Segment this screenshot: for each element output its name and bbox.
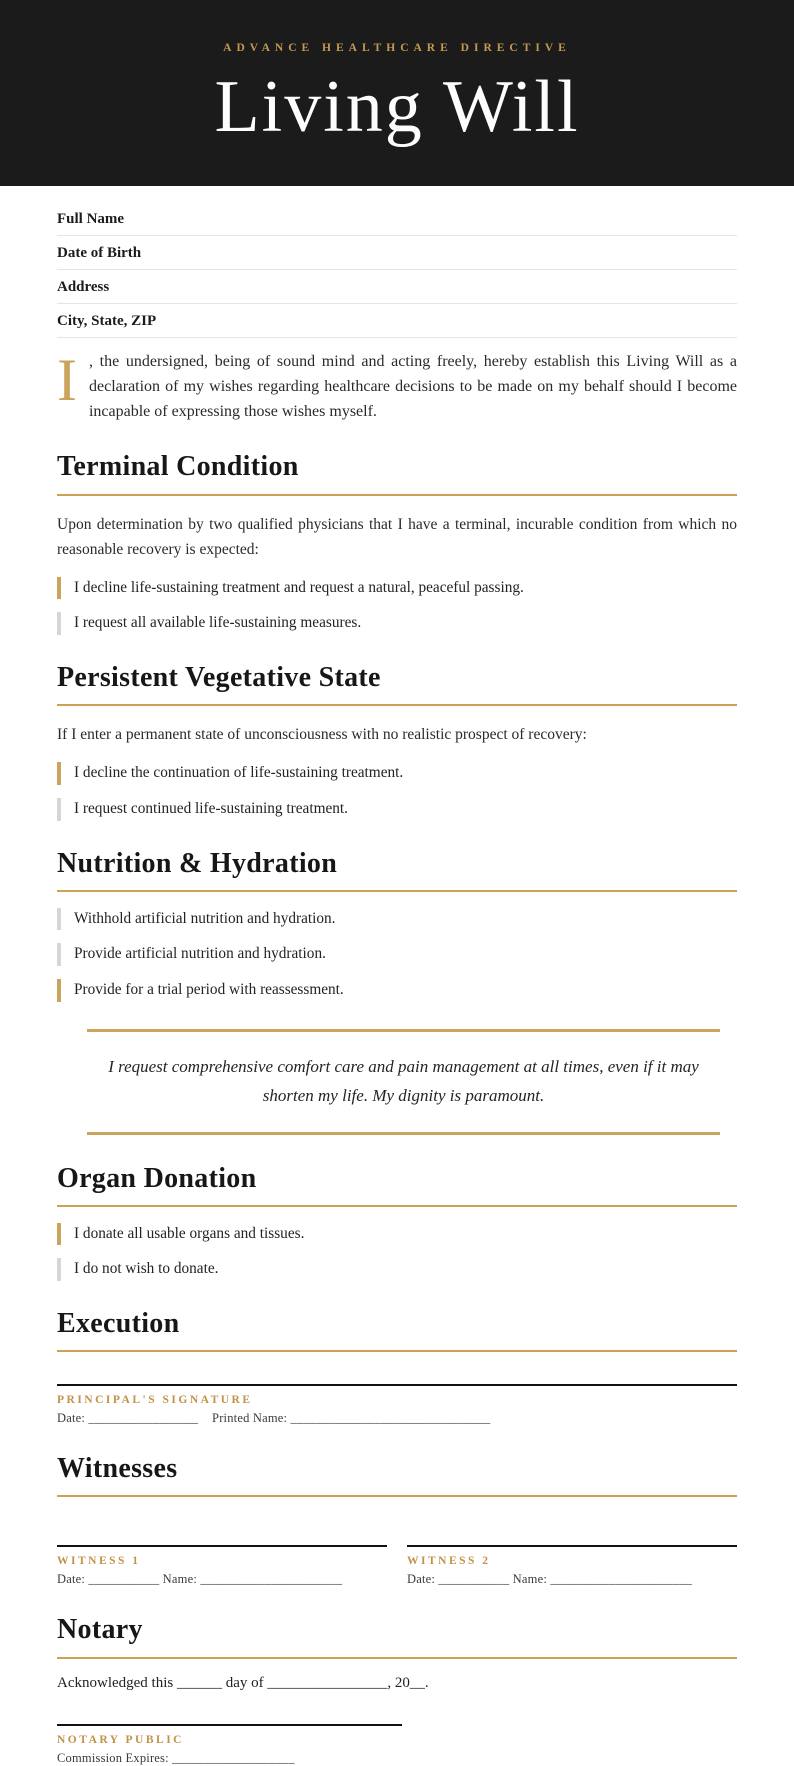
organ-donation-heading: Organ Donation bbox=[57, 1162, 257, 1194]
principal-signature-sub bbox=[57, 1411, 737, 1426]
terminal-condition-lead: Upon determination by two qualified physicians that I have a terminal, incurable condition from which no reasonable recovery is expected: bbox=[57, 515, 737, 558]
option-text: Provide artificial nutrition and hydration. bbox=[74, 945, 326, 963]
section-persistent-vegetative-state bbox=[57, 662, 737, 821]
declaration-paragraph bbox=[57, 347, 737, 424]
principal-date-blank[interactable]: Date: _________________ bbox=[57, 1411, 199, 1426]
document-title: Living Will bbox=[214, 66, 580, 148]
vegetative-state-heading: Persistent Vegetative State bbox=[57, 662, 381, 694]
section-witnesses bbox=[57, 1453, 737, 1587]
option-text: I request continued life-sustaining treatment. bbox=[74, 800, 348, 818]
commission-expires-blank[interactable]: Commission Expires: ___________________ bbox=[57, 1750, 295, 1765]
nutrition-option-withhold[interactable] bbox=[57, 908, 737, 931]
field-label-date-of-birth: Date of Birth bbox=[57, 245, 142, 261]
field-label-city-state-zip: City, State, ZIP bbox=[57, 313, 157, 329]
dropcap-initial: I bbox=[57, 347, 77, 413]
notary-sub bbox=[57, 1751, 402, 1766]
witness-2-date-name-blank[interactable]: Date: ___________ Name: ______________________ bbox=[407, 1572, 693, 1587]
witness-1-sub bbox=[57, 1572, 387, 1587]
nutrition-hydration-heading: Nutrition & Hydration bbox=[57, 847, 338, 879]
declaration-text: , the undersigned, being of sound mind and acting freely, hereby establish this Living Will as a declaration of my wishes regarding healthcare decisions to be made on my behalf should I become incapable of expressing those wishes myself. bbox=[88, 353, 737, 420]
option-text: I request all available life-sustaining measures. bbox=[74, 614, 362, 632]
comfort-care-statement: I request comprehensive comfort care and pain management at all times, even if it may shorten my life. My dignity is paramount. bbox=[87, 1029, 720, 1135]
witness-2-label: WITNESS 2 bbox=[407, 1555, 491, 1568]
document-eyebrow: ADVANCE HEALTHCARE DIRECTIVE bbox=[223, 42, 571, 54]
section-execution bbox=[57, 1308, 737, 1426]
terminal-option-request-all-measures[interactable] bbox=[57, 612, 737, 635]
document-body bbox=[0, 186, 794, 1766]
notary-heading: Notary bbox=[57, 1614, 143, 1646]
nutrition-option-provide[interactable] bbox=[57, 943, 737, 966]
witness-1-date-name-blank[interactable]: Date: ___________ Name: ______________________ bbox=[57, 1572, 343, 1587]
section-rule bbox=[57, 1350, 737, 1352]
option-text: I do not wish to donate. bbox=[74, 1260, 219, 1278]
terminal-condition-heading: Terminal Condition bbox=[57, 451, 299, 483]
witness-2-signature-line[interactable] bbox=[407, 1545, 737, 1547]
section-rule bbox=[57, 1205, 737, 1207]
option-text: Withhold artificial nutrition and hydration. bbox=[74, 909, 336, 927]
option-text: Provide for a trial period with reassessment. bbox=[74, 981, 344, 999]
field-label-address: Address bbox=[57, 279, 110, 295]
terminal-option-decline-treatment[interactable] bbox=[57, 577, 737, 600]
principal-printed-name-blank[interactable]: Printed Name: _______________________________ bbox=[212, 1411, 491, 1426]
option-text: I decline the continuation of life-sustaining treatment. bbox=[74, 764, 404, 782]
witness-1-signature-line[interactable] bbox=[57, 1545, 387, 1547]
execution-heading: Execution bbox=[57, 1308, 180, 1340]
section-nutrition-hydration bbox=[57, 848, 737, 1002]
principal-signature-label: PRINCIPAL'S SIGNATURE bbox=[57, 1394, 253, 1407]
vegetative-option-continue-treatment[interactable] bbox=[57, 798, 737, 821]
section-organ-donation bbox=[57, 1163, 737, 1281]
field-row-full-name[interactable] bbox=[57, 202, 737, 236]
notary-signature-line[interactable] bbox=[57, 1724, 402, 1726]
witness-2-block bbox=[407, 1545, 737, 1587]
section-rule bbox=[57, 1657, 737, 1659]
witness-2-sub bbox=[407, 1572, 737, 1587]
principal-signature-block bbox=[57, 1384, 737, 1426]
witness-columns bbox=[57, 1513, 737, 1587]
section-terminal-condition bbox=[57, 451, 737, 635]
notary-public-label: NOTARY PUBLIC bbox=[57, 1733, 184, 1746]
notary-block bbox=[57, 1724, 402, 1766]
nutrition-option-trial-period[interactable] bbox=[57, 979, 737, 1002]
field-label-full-name: Full Name bbox=[57, 211, 125, 227]
witnesses-heading: Witnesses bbox=[57, 1453, 178, 1485]
field-row-date-of-birth[interactable] bbox=[57, 236, 737, 270]
section-notary bbox=[57, 1614, 737, 1765]
witness-1-block bbox=[57, 1545, 387, 1587]
witness-1-label: WITNESS 1 bbox=[57, 1555, 141, 1568]
vegetative-option-decline-continuation[interactable] bbox=[57, 762, 737, 785]
section-rule bbox=[57, 494, 737, 496]
field-row-address[interactable] bbox=[57, 270, 737, 304]
organ-option-donate[interactable] bbox=[57, 1223, 737, 1246]
personal-info-fields bbox=[57, 202, 737, 338]
section-rule bbox=[57, 704, 737, 706]
vegetative-state-lead: If I enter a permanent state of unconsciousness with no realistic prospect of recovery: bbox=[57, 726, 587, 744]
section-rule bbox=[57, 1495, 737, 1497]
field-row-city-state-zip[interactable] bbox=[57, 304, 737, 338]
notary-acknowledgment: Acknowledged this ______ day of ________________, 20__. bbox=[57, 1674, 429, 1691]
section-rule bbox=[57, 890, 737, 892]
option-text: I decline life-sustaining treatment and request a natural, peaceful passing. bbox=[74, 578, 524, 596]
option-text: I donate all usable organs and tissues. bbox=[74, 1224, 305, 1242]
organ-option-no-donate[interactable] bbox=[57, 1258, 737, 1281]
principal-signature-line[interactable] bbox=[57, 1384, 737, 1386]
document-header bbox=[0, 0, 794, 186]
